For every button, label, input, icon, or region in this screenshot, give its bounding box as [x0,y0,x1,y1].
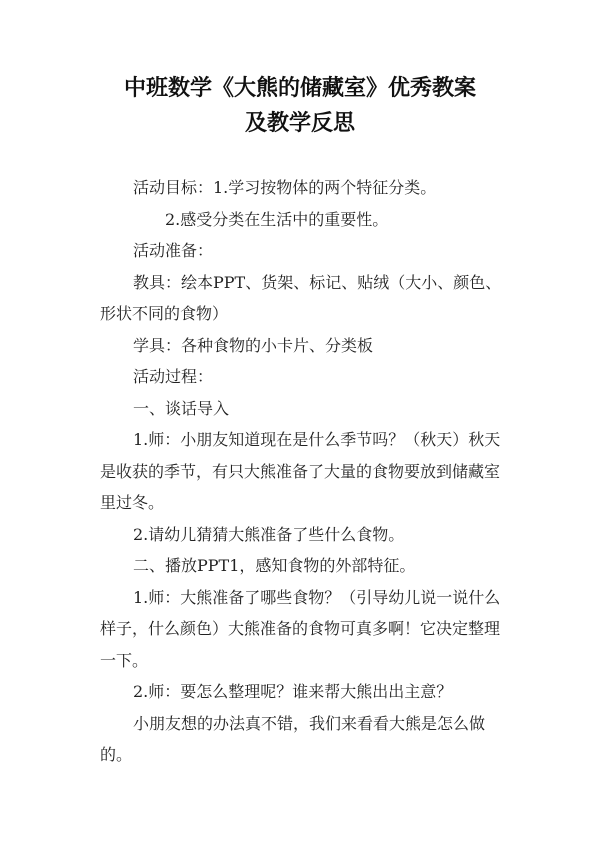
paragraph-learning-aids: 学具：各种食物的小卡片、分类板 [133,335,374,355]
paragraph-activity-goal: 活动目标：1.学习按物体的两个特征分类。 [133,178,437,197]
paragraph-goal-2: 2.感受分类在生活中的重要性。 [165,209,389,229]
paragraph-process-heading: 活动过程： [133,367,214,386]
paragraph-section-2-heading: 二、播放PPT1，感知食物的外部特征。 [133,556,416,575]
document-title-continued: 及教学反思 [244,111,355,136]
document-body [0,172,600,771]
paragraph-section-1-heading: 一、谈话导入 [133,398,230,418]
paragraph-section-2-item-2: 2.师：要怎么整理呢？谁来帮大熊出出主意？ [133,682,453,701]
paragraph-section-1-item-2: 2.请幼儿猜猜大熊准备了些什么食物。 [133,524,405,544]
paragraph-preparation-heading: 活动准备： [133,241,214,260]
paragraph-teaching-aids: 教具：绘本PPT、货架、标记、贴绒（大小、颜色、形状不同的食物） [100,272,502,323]
paragraph-section-1-item-1: 1.师：小朋友知道现在是什么季节吗？（秋天）秋天是收获的季节，有只大熊准备了大量的食物要放到储藏室里过冬。 [100,430,501,512]
document-title: 中班数学《大熊的储藏室》优秀教案 [123,76,476,101]
paragraph-section-2-item-1: 1.师：大熊准备了哪些食物？（引导幼儿说一说什么样子，什么颜色）大熊准备的食物可真多啊！它决定整理一下。 [100,587,501,670]
paragraph-section-2-note: 小朋友想的办法真不错，我们来看看大熊是怎么做的。 [100,713,486,764]
